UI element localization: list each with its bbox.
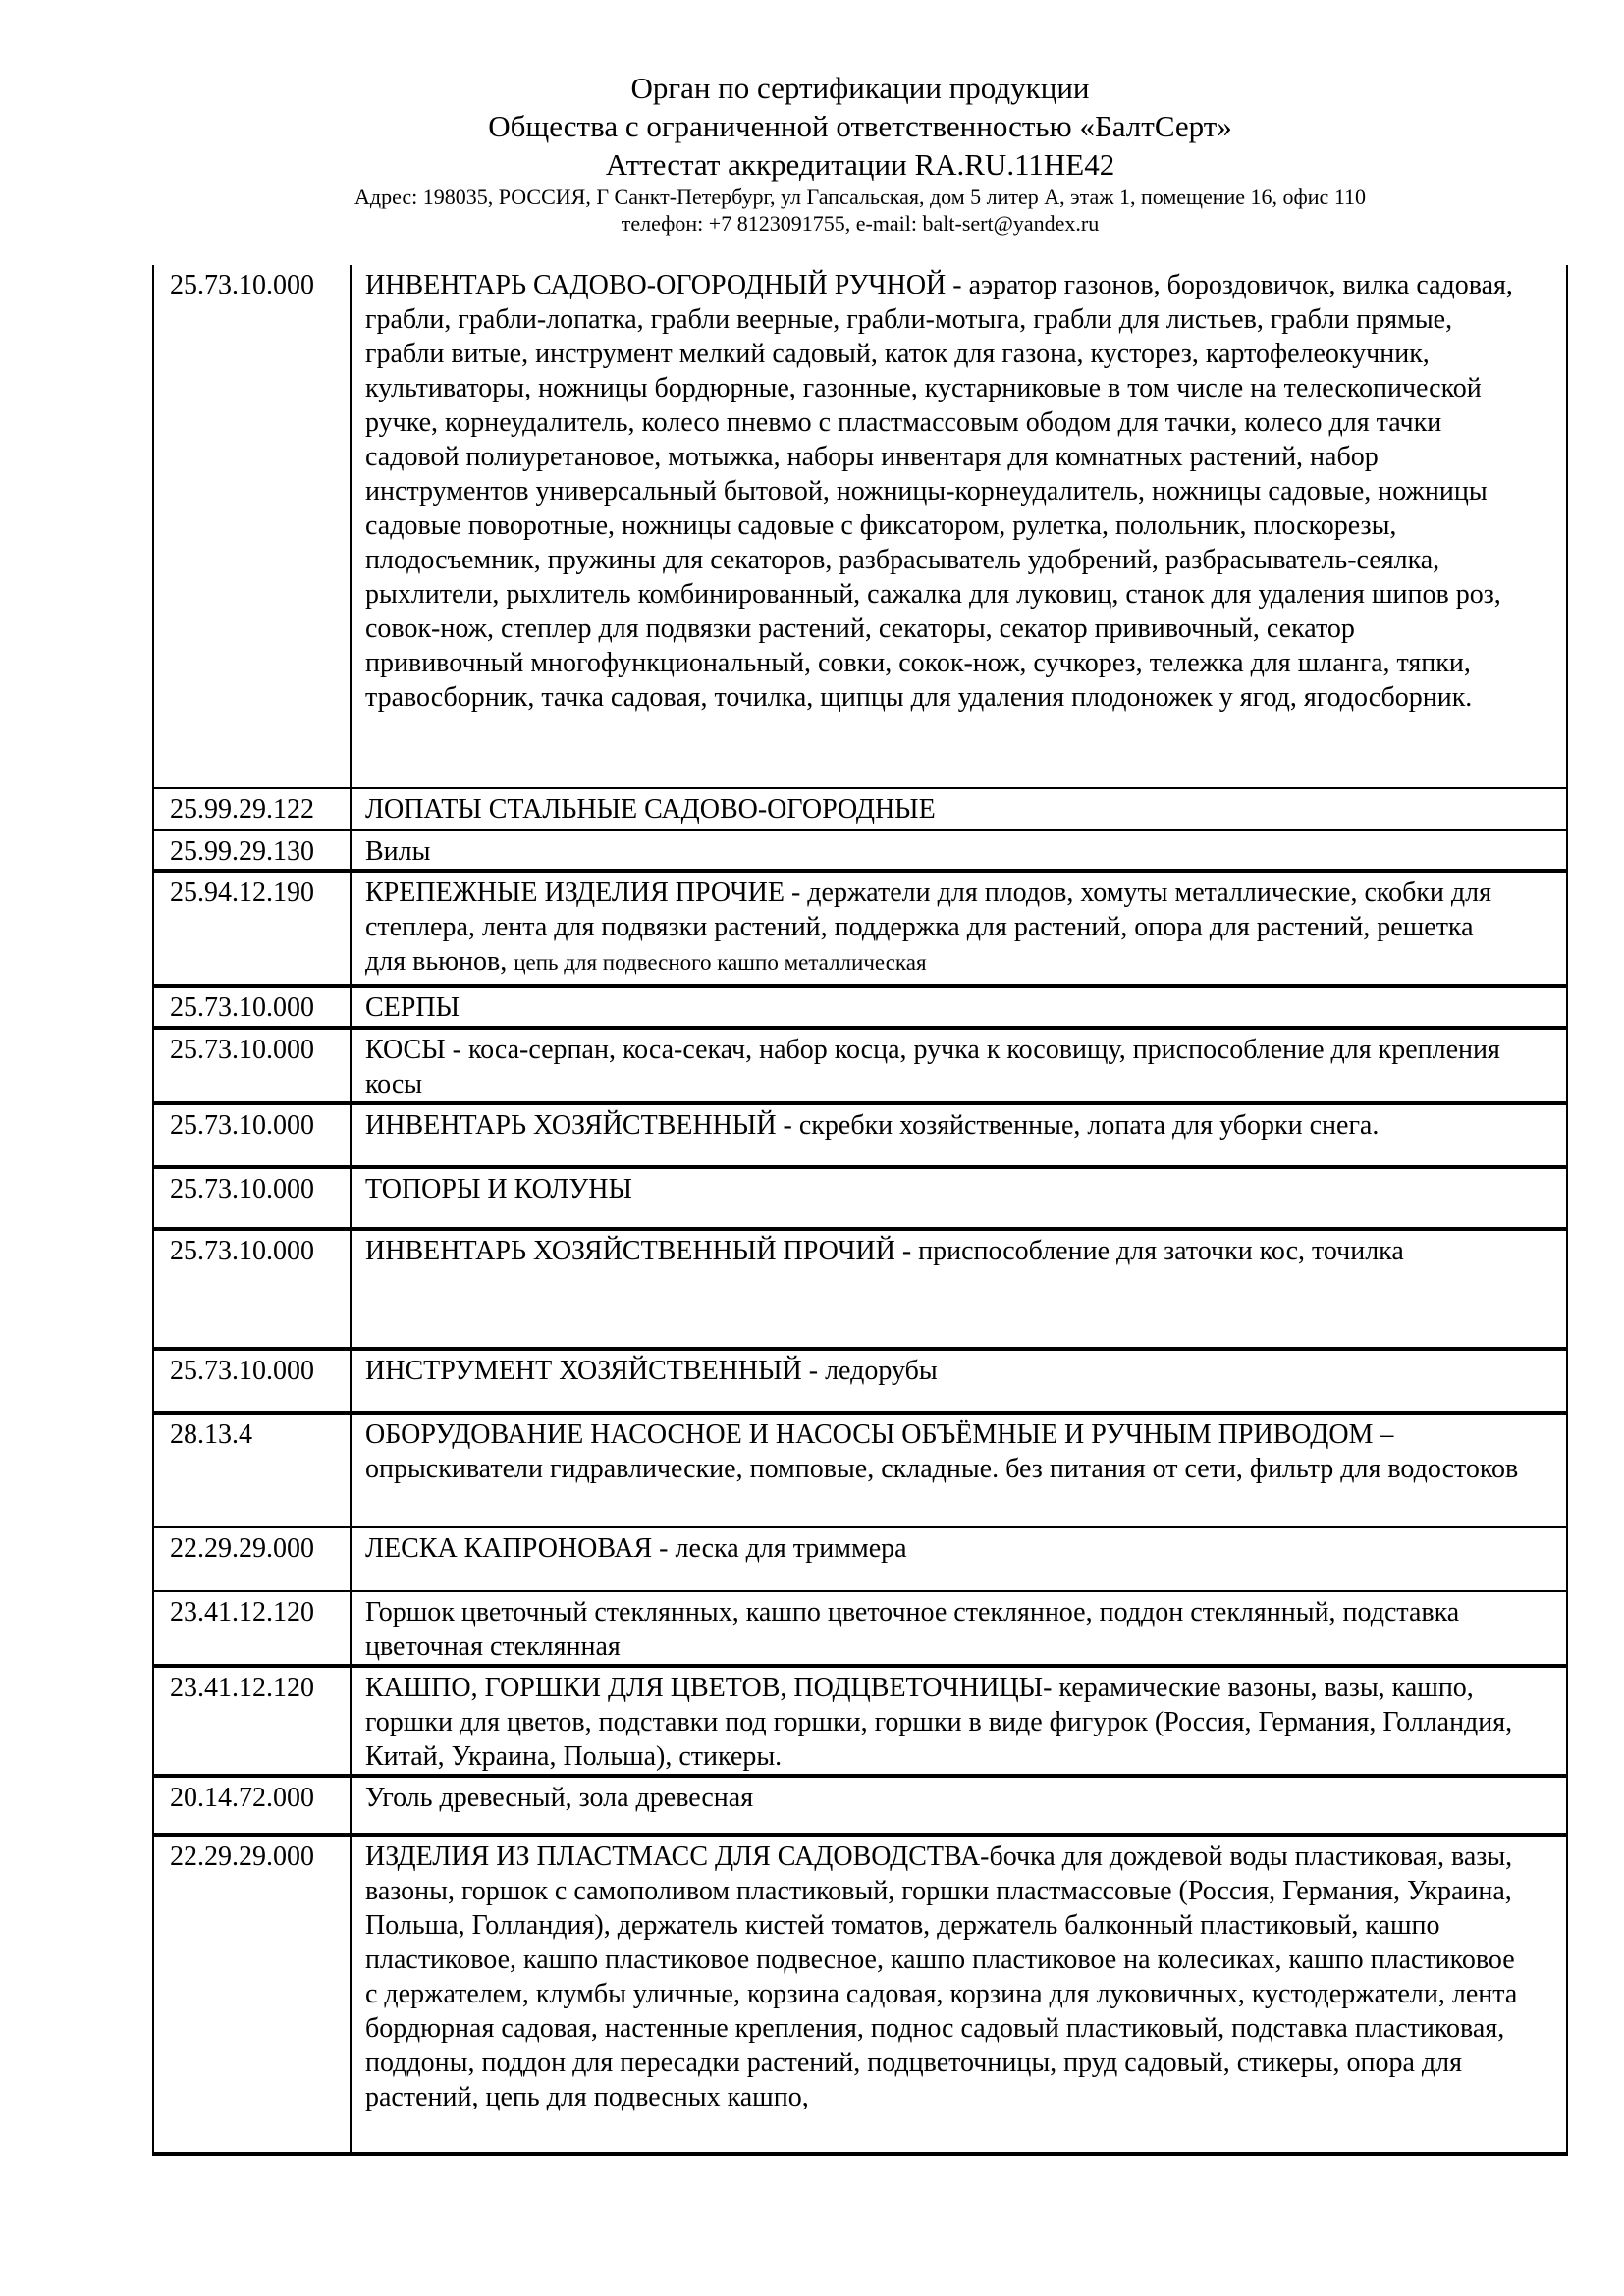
table-row	[154, 1592, 1566, 1668]
table-row	[154, 1231, 1566, 1351]
product-description-cell	[352, 1415, 1566, 1526]
product-description-cell	[352, 1030, 1566, 1101]
product-description-cell	[352, 1231, 1566, 1347]
okpd-code-cell: 20.14.72.000	[154, 1778, 352, 1833]
table-row	[154, 1351, 1566, 1415]
table-row	[154, 1668, 1566, 1778]
description-text-segment: ИНСТРУМЕНТ ХОЗЯЙСТВЕННЫЙ - ледорубы	[365, 1356, 938, 1386]
description-text-segment: ИЗДЕЛИЯ ИЗ ПЛАСТМАСС ДЛЯ САДОВОДСТВА-бочка для дождевой воды пластиковая, вазы, вазоны, горшок с самополивом пластиковый, горшки пластмассовые (Россия, Германия, Украина, Польша, Голландия), держатель кистей томатов, держатель балконный пластиковый, кашпо пластиковое, кашпо пластиковое подвесное, кашпо пластиковое на колесиках, кашпо пластиковое с держателем, клумбы уличные, корзина садовая, корзина для луковичных, кустодержатели, лента бордюрная садовая, настенные крепления, поднос садовый пластиковый, подставка пластиковая, поддоны, поддон для пересадки растений, подцветочницы, пруд садовый, стикеры, опора для растений, цепь для подвесных кашпо,	[365, 1842, 1518, 2112]
okpd-code-cell: 22.29.29.000	[154, 1837, 352, 2152]
accreditation-line: Аттестат аккредитации RA.RU.11HE42	[605, 147, 1115, 182]
table-row	[154, 1030, 1566, 1105]
okpd-code-cell: 25.73.10.000	[154, 1030, 352, 1101]
description-text-segment: СЕРПЫ	[365, 992, 460, 1023]
product-description-cell	[352, 988, 1566, 1026]
okpd-code-cell: 22.29.29.000	[154, 1528, 352, 1590]
okpd-code-cell: 25.99.29.130	[154, 831, 352, 869]
table-row	[154, 1415, 1566, 1528]
document-header	[152, 69, 1568, 237]
product-description-cell	[352, 1351, 1566, 1411]
description-text-segment: ИНВЕНТАРЬ САДОВО-ОГОРОДНЫЙ РУЧНОЙ - аэратор газонов, бороздовичок, вилка садовая, грабли, грабли-лопатка, грабли веерные, грабли-мотыга, грабли для листьев, грабли прямые, грабли витые, инструмент мелкий садовый, каток для газона, кусторез, картофелеокучник, культиваторы, ножницы бордюрные, газонные, кустарниковые в том числе на телескопической ручке, корнеудалитель, колесо пневмо с пластмассовым ободом для тачки, колесо для тачки садовой полиуретановое, мотыжка, наборы инвентаря для комнатных растений, набор инструментов универсальный бытовой, ножницы-корнеудалитель, ножницы садовые, ножницы садовые поворотные, ножницы садовые с фиксатором, рулетка, полольник, плоскорезы, плодосъемник, пружины для секаторов, разбрасыватель удобрений, разбрасыватель-сеялка, рыхлители, рыхлитель комбинированный, сажалка для луковиц, станок для удаления шипов роз, совок-нож, степлер для подвязки растений, секаторы, секатор прививочный, секатор прививочный многофункциональный, совки, сокок-нож, сучкорез, тележка для шланга, тяпки, травосборник, тачка садовая, точилка, щипцы для удаления плодоножек у ягод, ягодосборник.	[365, 270, 1513, 713]
table-row	[154, 1837, 1566, 2156]
description-text-segment: КОСЫ - коса-серпан, коса-секач, набор косца, ручка к косовищу, приспособление для крепления косы	[365, 1035, 1500, 1099]
org-title-line: Орган по сертификации продукции	[630, 71, 1090, 105]
address-line: Адрес: 198035, РОССИЯ, Г Санкт-Петербург, ул Гапсальская, дом 5 литер А, этаж 1, помещение 16, офис 110	[353, 185, 1366, 209]
description-text-segment: ОБОРУДОВАНИЕ НАСОСНОЕ И НАСОСЫ ОБЪЁМНЫЕ И РУЧНЫМ ПРИВОДОМ – опрыскиватели гидравлические, помповые, складные. без питания от сети, фильтр для водостоков	[365, 1419, 1519, 1484]
table-row	[154, 831, 1566, 873]
okpd-code-cell: 25.73.10.000	[154, 1231, 352, 1347]
table-row	[154, 873, 1566, 988]
table-row	[154, 1528, 1566, 1592]
product-description-cell	[352, 265, 1566, 787]
description-text-segment: КАШПО, ГОРШКИ ДЛЯ ЦВЕТОВ, ПОДЦВЕТОЧНИЦЫ- керамические вазоны, вазы, кашпо, горшки для цветов, подставки под горшки, горшки в виде фигурок (Россия, Германия, Голландия, Китай, Украина, Польша), стикеры.	[365, 1673, 1513, 1772]
description-text-segment: ИНВЕНТАРЬ ХОЗЯЙСТВЕННЫЙ ПРОЧИЙ - приспособление для заточки кос, точилка	[365, 1236, 1404, 1266]
org-name-line: Общества с ограниченной ответственностью «БалтСерт»	[488, 109, 1232, 143]
product-description-cell	[352, 1528, 1566, 1590]
okpd-code-cell: 25.94.12.190	[154, 873, 352, 984]
okpd-code-cell: 25.99.29.122	[154, 789, 352, 829]
okpd-code-cell: 25.73.10.000	[154, 988, 352, 1026]
okpd-code-cell: 25.73.10.000	[154, 1105, 352, 1165]
description-text-segment: КРЕПЕЖНЫЕ ИЗДЕЛИЯ ПРОЧИЕ - держатели для плодов, хомуты металлические, скобки для степлера, лента для подвязки растений, поддержка для растений, опора для растений, решетка для вьюнов,	[365, 878, 1492, 977]
description-text-segment: Вилы	[365, 836, 431, 867]
description-text-segment: ЛОПАТЫ СТАЛЬНЫЕ САДОВО-ОГОРОДНЫЕ	[365, 794, 936, 825]
table-row	[154, 1778, 1566, 1837]
table-row	[154, 1105, 1566, 1169]
okpd-code-cell: 23.41.12.120	[154, 1592, 352, 1664]
product-description-cell	[352, 1778, 1566, 1833]
table-row	[154, 789, 1566, 831]
description-text-segment: Уголь древесный, зола древесная	[365, 1783, 754, 1813]
product-description-cell	[352, 1837, 1566, 2152]
product-codes-table	[152, 265, 1568, 2156]
product-description-cell	[352, 1105, 1566, 1165]
okpd-code-cell: 25.73.10.000	[154, 265, 352, 787]
product-description-cell	[352, 789, 1566, 829]
description-text-segment: ИНВЕНТАРЬ ХОЗЯЙСТВЕННЫЙ - скребки хозяйственные, лопата для уборки снега.	[365, 1110, 1380, 1141]
product-description-cell	[352, 1592, 1566, 1664]
description-text-segment: Горшок цветочный стеклянных, кашпо цветочное стеклянное, поддон стеклянный, подставка цветочная стеклянная	[365, 1597, 1460, 1662]
contacts-line: телефон: +7 8123091755, e-mail: balt-sert@yandex.ru	[621, 211, 1100, 236]
table-row	[154, 265, 1566, 789]
okpd-code-cell: 25.73.10.000	[154, 1351, 352, 1411]
table-row	[154, 988, 1566, 1030]
okpd-code-cell: 28.13.4	[154, 1415, 352, 1526]
description-text-segment: цепь для подвесного кашпо металлическая	[514, 950, 927, 975]
okpd-code-cell: 25.73.10.000	[154, 1169, 352, 1227]
product-description-cell	[352, 1668, 1566, 1774]
description-text-segment: ТОПОРЫ И КОЛУНЫ	[365, 1174, 632, 1204]
okpd-code-cell: 23.41.12.120	[154, 1668, 352, 1774]
table-row	[154, 1169, 1566, 1231]
product-description-cell	[352, 873, 1566, 984]
product-description-cell	[352, 1169, 1566, 1227]
product-description-cell	[352, 831, 1566, 869]
description-text-segment: ЛЕСКА КАПРОНОВАЯ - леска для триммера	[365, 1533, 907, 1564]
